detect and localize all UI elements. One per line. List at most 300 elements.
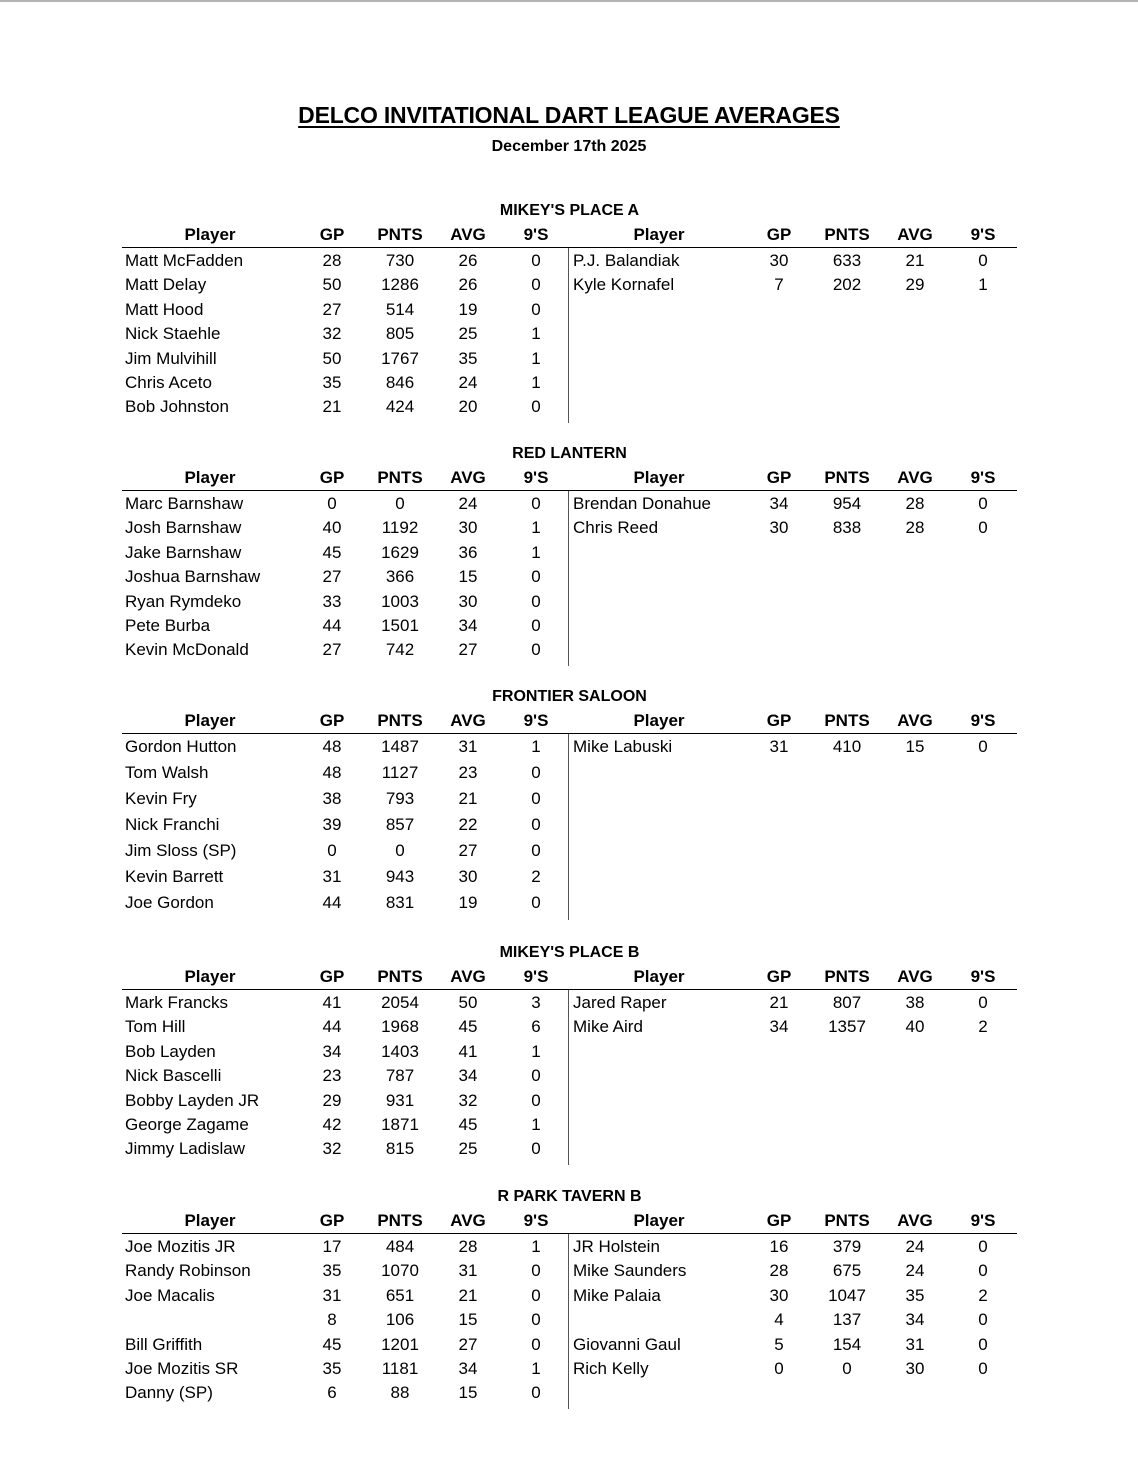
stat-pnts: 0 [842, 1359, 852, 1378]
player-name: Joe Macalis [125, 1285, 215, 1305]
player-name: Randy Robinson [125, 1261, 251, 1281]
stat-avg: 27 [458, 1334, 478, 1354]
stat-nines: 1 [531, 518, 541, 538]
player-name: Jim Mulvihill [125, 348, 217, 368]
stat-pnts: 1629 [381, 542, 419, 562]
header-nines: 9'S [523, 468, 549, 487]
player-name: Chris Aceto [125, 373, 212, 392]
page-title-text: DELCO INVITATIONAL DART LEAGUE AVERAGES [298, 102, 840, 128]
stat-avg: 28 [458, 1237, 478, 1256]
header-avg: AVG [897, 711, 933, 730]
stat-pnts: 857 [385, 815, 415, 834]
stat-pnts: 1201 [381, 1334, 419, 1354]
stat-avg: 31 [905, 1334, 925, 1354]
stat-gp: 0 [774, 1359, 784, 1378]
stat-pnts: 1871 [381, 1115, 419, 1134]
header-player: Player [633, 967, 685, 986]
stat-gp: 30 [769, 1285, 789, 1305]
header-gp: GP [766, 711, 792, 730]
stat-avg: 23 [458, 763, 478, 782]
team-name: FRONTIER SALOON [492, 688, 647, 705]
stat-avg: 45 [458, 1017, 478, 1037]
stat-gp: 44 [322, 1017, 342, 1037]
stat-avg: 26 [458, 251, 478, 270]
stat-avg: 19 [458, 299, 478, 319]
stat-gp: 8 [327, 1310, 337, 1330]
stat-avg: 30 [905, 1359, 925, 1378]
stat-gp: 35 [322, 1359, 342, 1378]
header-nines: 9'S [970, 225, 996, 244]
stat-nines: 0 [531, 616, 541, 635]
stat-pnts: 514 [385, 299, 415, 319]
header-player: Player [184, 711, 236, 730]
stat-pnts: 675 [832, 1261, 862, 1281]
header-avg: AVG [450, 225, 486, 244]
header-pnts: PNTS [824, 711, 870, 730]
header-avg: AVG [450, 967, 486, 986]
stat-avg: 34 [458, 1359, 478, 1378]
player-name: Kevin McDonald [125, 640, 249, 660]
stat-pnts: 88 [390, 1383, 410, 1403]
stat-avg: 24 [905, 1261, 925, 1281]
player-name: Bob Layden [125, 1041, 216, 1061]
stat-pnts: 202 [832, 275, 862, 295]
stat-nines: 1 [978, 275, 988, 295]
header-player: Player [184, 468, 236, 487]
stat-avg: 28 [905, 494, 925, 513]
player-name: George Zagame [125, 1115, 249, 1134]
stat-pnts: 366 [385, 567, 415, 587]
player-name: Nick Staehle [125, 324, 221, 344]
player-name: Nick Franchi [125, 815, 220, 834]
stat-avg: 31 [458, 737, 478, 756]
stat-gp: 28 [769, 1261, 789, 1281]
header-gp: GP [319, 711, 345, 730]
stat-avg: 35 [905, 1285, 925, 1305]
header-avg: AVG [897, 468, 933, 487]
header-player: Player [184, 967, 236, 986]
stat-nines: 2 [531, 867, 541, 886]
player-name: Rich Kelly [573, 1359, 649, 1378]
stat-pnts: 0 [395, 494, 405, 513]
stat-avg: 30 [458, 591, 478, 611]
player-name: P.J. Balandiak [573, 251, 680, 270]
header-pnts: PNTS [377, 225, 423, 244]
player-name: Jared Raper [573, 993, 667, 1012]
header-player: Player [633, 225, 685, 244]
header-gp: GP [319, 225, 345, 244]
stat-nines: 3 [531, 993, 541, 1012]
stat-gp: 29 [322, 1090, 342, 1110]
stat-pnts: 838 [832, 518, 862, 538]
stat-nines: 0 [978, 251, 988, 270]
player-name: Mike Aird [573, 1017, 643, 1037]
stat-nines: 1 [531, 348, 541, 368]
header-nines: 9'S [970, 468, 996, 487]
player-name: JR Holstein [573, 1237, 660, 1256]
player-name: Mike Palaia [573, 1285, 661, 1305]
stat-pnts: 1767 [381, 348, 419, 368]
stat-nines: 1 [531, 1115, 541, 1134]
player-name: Gordon Hutton [125, 737, 237, 756]
header-divider [122, 733, 1017, 734]
stat-gp: 44 [322, 616, 342, 635]
player-name: Kevin Barrett [125, 867, 224, 886]
stat-gp: 31 [769, 737, 789, 756]
player-name: Jake Barnshaw [125, 542, 242, 562]
stat-avg: 45 [458, 1115, 478, 1134]
stat-gp: 16 [769, 1237, 789, 1256]
stat-nines: 0 [531, 815, 541, 834]
stat-nines: 0 [531, 763, 541, 782]
stat-pnts: 424 [385, 397, 415, 417]
player-name: Joshua Barnshaw [125, 567, 261, 587]
stat-nines: 0 [531, 1139, 541, 1159]
header-gp: GP [766, 967, 792, 986]
stat-gp: 4 [774, 1310, 784, 1330]
stat-nines: 0 [531, 1090, 541, 1110]
stat-pnts: 1403 [381, 1041, 419, 1061]
stat-gp: 30 [769, 251, 789, 270]
stat-pnts: 137 [832, 1310, 862, 1330]
stat-pnts: 943 [385, 867, 415, 886]
stat-avg: 36 [458, 542, 478, 562]
stat-pnts: 651 [385, 1285, 415, 1305]
stat-gp: 41 [322, 993, 342, 1012]
player-name: Ryan Rymdeko [125, 591, 242, 611]
stat-pnts: 2054 [381, 993, 419, 1012]
player-name: Tom Hill [125, 1017, 186, 1037]
stat-pnts: 1501 [381, 616, 419, 635]
player-name: Tom Walsh [125, 763, 209, 782]
header-gp: GP [319, 967, 345, 986]
header-pnts: PNTS [377, 1211, 423, 1230]
header-pnts: PNTS [824, 225, 870, 244]
header-avg: AVG [897, 967, 933, 986]
stat-gp: 21 [322, 397, 342, 417]
header-nines: 9'S [970, 1211, 996, 1230]
stat-nines: 1 [531, 324, 541, 344]
stat-avg: 15 [458, 1383, 478, 1403]
stat-avg: 15 [458, 567, 478, 587]
player-name: Jimmy Ladislaw [125, 1139, 245, 1159]
stat-nines: 0 [531, 640, 541, 660]
player-name: Matt Hood [125, 299, 204, 319]
stat-avg: 35 [458, 348, 478, 368]
stat-gp: 34 [769, 1017, 789, 1037]
header-pnts: PNTS [377, 967, 423, 986]
stat-pnts: 730 [385, 251, 415, 270]
stat-nines: 1 [531, 1237, 541, 1256]
stat-gp: 34 [769, 494, 789, 513]
stat-avg: 29 [905, 275, 925, 295]
header-player: Player [184, 225, 236, 244]
header-divider [122, 247, 1017, 248]
stat-gp: 45 [322, 1334, 342, 1354]
column-divider [568, 248, 569, 423]
stat-avg: 15 [458, 1310, 478, 1330]
stat-pnts: 106 [385, 1310, 415, 1330]
stat-pnts: 1357 [828, 1017, 866, 1037]
header-nines: 9'S [970, 967, 996, 986]
player-name: Kyle Kornafel [573, 275, 675, 295]
stat-pnts: 379 [832, 1237, 862, 1256]
header-nines: 9'S [970, 711, 996, 730]
stat-pnts: 831 [385, 893, 415, 912]
stat-gp: 28 [322, 251, 342, 270]
column-divider [568, 491, 569, 666]
stat-avg: 26 [458, 275, 478, 295]
stat-pnts: 484 [385, 1237, 415, 1256]
stat-pnts: 742 [385, 640, 415, 660]
header-nines: 9'S [523, 1211, 549, 1230]
stat-gp: 33 [322, 591, 342, 611]
stat-pnts: 954 [832, 494, 862, 513]
player-name: Joe Mozitis JR [125, 1237, 236, 1256]
stat-pnts: 633 [832, 251, 862, 270]
stat-nines: 0 [531, 251, 541, 270]
stat-pnts: 1286 [381, 275, 419, 295]
player-name: Marc Barnshaw [125, 494, 244, 513]
header-gp: GP [319, 1211, 345, 1230]
stat-gp: 27 [322, 567, 342, 587]
stat-avg: 24 [905, 1237, 925, 1256]
player-name [125, 1308, 315, 1332]
stat-avg: 21 [905, 251, 925, 270]
header-pnts: PNTS [377, 468, 423, 487]
stat-nines: 0 [531, 841, 541, 860]
stat-gp: 31 [322, 867, 342, 886]
stat-pnts: 815 [385, 1139, 415, 1159]
header-nines: 9'S [523, 711, 549, 730]
header-pnts: PNTS [377, 711, 423, 730]
player-name [573, 1308, 753, 1332]
stat-nines: 0 [978, 1310, 988, 1330]
stat-nines: 0 [531, 591, 541, 611]
stat-gp: 48 [322, 737, 342, 756]
header-gp: GP [319, 468, 345, 487]
stat-nines: 0 [978, 1359, 988, 1378]
stat-gp: 27 [322, 640, 342, 660]
stat-pnts: 793 [385, 789, 415, 808]
stat-avg: 34 [905, 1310, 925, 1330]
header-divider [122, 1233, 1017, 1234]
header-avg: AVG [897, 1211, 933, 1230]
stat-gp: 27 [322, 299, 342, 319]
player-name: Joe Gordon [125, 893, 214, 912]
stat-gp: 21 [769, 993, 789, 1012]
page-title [0, 102, 1138, 129]
stat-avg: 21 [458, 789, 478, 808]
stat-avg: 24 [458, 373, 478, 392]
stat-nines: 1 [531, 1041, 541, 1061]
stat-pnts: 0 [395, 841, 405, 860]
stat-avg: 24 [458, 494, 478, 513]
stat-avg: 27 [458, 841, 478, 860]
stat-nines: 2 [978, 1017, 988, 1037]
team-name: MIKEY'S PLACE B [499, 944, 640, 961]
stat-pnts: 1047 [828, 1285, 866, 1305]
stat-pnts: 846 [385, 373, 415, 392]
player-name: Danny (SP) [125, 1383, 213, 1403]
stat-pnts: 807 [832, 993, 862, 1012]
stat-nines: 0 [978, 1334, 988, 1354]
stat-gp: 7 [774, 275, 784, 295]
header-pnts: PNTS [824, 967, 870, 986]
stat-gp: 48 [322, 763, 342, 782]
stat-nines: 0 [531, 789, 541, 808]
stat-nines: 0 [531, 397, 541, 417]
header-pnts: PNTS [824, 468, 870, 487]
stat-avg: 15 [905, 737, 925, 756]
player-name: Giovanni Gaul [573, 1334, 681, 1354]
stat-gp: 35 [322, 373, 342, 392]
stat-gp: 30 [769, 518, 789, 538]
stat-gp: 50 [322, 275, 342, 295]
stat-avg: 28 [905, 518, 925, 538]
player-name: Jim Sloss (SP) [125, 841, 237, 860]
stat-nines: 0 [531, 494, 541, 513]
header-player: Player [633, 1211, 685, 1230]
stat-gp: 0 [327, 841, 337, 860]
stat-gp: 32 [322, 1139, 342, 1159]
stat-gp: 6 [327, 1383, 337, 1403]
header-divider [122, 989, 1017, 990]
player-name: Josh Barnshaw [125, 518, 242, 538]
stat-gp: 35 [322, 1261, 342, 1281]
header-nines: 9'S [523, 967, 549, 986]
header-avg: AVG [450, 1211, 486, 1230]
stat-avg: 25 [458, 1139, 478, 1159]
stat-nines: 0 [978, 518, 988, 538]
stat-gp: 40 [322, 518, 342, 538]
header-avg: AVG [450, 468, 486, 487]
player-name: Bill Griffith [125, 1334, 203, 1354]
stat-avg: 19 [458, 893, 478, 912]
team-name: MIKEY'S PLACE A [499, 202, 640, 219]
header-nines: 9'S [523, 225, 549, 244]
stat-avg: 27 [458, 640, 478, 660]
stat-pnts: 787 [385, 1066, 415, 1086]
header-gp: GP [766, 468, 792, 487]
player-name: Pete Burba [125, 616, 211, 635]
stat-nines: 1 [531, 542, 541, 562]
stat-gp: 5 [774, 1334, 784, 1354]
player-name: Nick Bascelli [125, 1066, 222, 1086]
page-date: December 17th 2025 [491, 138, 647, 155]
stat-avg: 34 [458, 616, 478, 635]
column-divider [568, 990, 569, 1165]
stat-nines: 2 [978, 1285, 988, 1305]
player-name: Mike Labuski [573, 737, 673, 756]
stat-gp: 0 [327, 494, 337, 513]
player-name: Chris Reed [573, 518, 659, 538]
stat-nines: 0 [531, 1334, 541, 1354]
stat-avg: 34 [458, 1066, 478, 1086]
stat-avg: 50 [458, 993, 478, 1012]
stat-nines: 0 [531, 1261, 541, 1281]
stat-avg: 20 [458, 397, 478, 417]
stat-gp: 32 [322, 324, 342, 344]
stat-nines: 0 [531, 1066, 541, 1086]
stat-gp: 38 [322, 789, 342, 808]
stat-nines: 1 [531, 1359, 541, 1378]
header-player: Player [633, 711, 685, 730]
stat-gp: 39 [322, 815, 342, 834]
player-name: Matt McFadden [125, 251, 244, 270]
stat-pnts: 1003 [381, 591, 419, 611]
stat-gp: 50 [322, 348, 342, 368]
stat-gp: 44 [322, 893, 342, 912]
stat-nines: 0 [531, 1383, 541, 1403]
stat-nines: 6 [531, 1017, 541, 1037]
stat-pnts: 1127 [381, 763, 419, 782]
stat-nines: 0 [531, 893, 541, 912]
stat-avg: 30 [458, 518, 478, 538]
stat-pnts: 1968 [381, 1017, 419, 1037]
page-top-border [0, 0, 1138, 2]
stat-nines: 0 [531, 299, 541, 319]
header-player: Player [633, 468, 685, 487]
header-divider [122, 490, 1017, 491]
stat-pnts: 1181 [381, 1359, 419, 1378]
stat-nines: 0 [531, 1285, 541, 1305]
stat-pnts: 1070 [381, 1261, 419, 1281]
stat-gp: 31 [322, 1285, 342, 1305]
stat-gp: 34 [322, 1041, 342, 1061]
header-gp: GP [766, 1211, 792, 1230]
stat-avg: 25 [458, 324, 478, 344]
stat-avg: 32 [458, 1090, 478, 1110]
stat-avg: 38 [905, 993, 925, 1012]
player-name: Brendan Donahue [573, 494, 712, 513]
header-gp: GP [766, 225, 792, 244]
header-avg: AVG [897, 225, 933, 244]
stat-nines: 0 [978, 1261, 988, 1281]
stat-gp: 17 [322, 1237, 342, 1256]
player-name: Mike Saunders [573, 1261, 687, 1281]
column-divider [568, 734, 569, 920]
stat-nines: 0 [978, 737, 988, 756]
player-name: Kevin Fry [125, 789, 197, 808]
team-name: RED LANTERN [512, 445, 627, 462]
header-avg: AVG [450, 711, 486, 730]
column-divider [568, 1234, 569, 1409]
stat-nines: 0 [531, 1310, 541, 1330]
stat-avg: 40 [905, 1017, 925, 1037]
stat-avg: 41 [458, 1041, 478, 1061]
stat-nines: 0 [978, 1237, 988, 1256]
stat-nines: 0 [531, 275, 541, 295]
stat-gp: 23 [322, 1066, 342, 1086]
stat-nines: 1 [531, 373, 541, 392]
stat-pnts: 410 [832, 737, 862, 756]
stat-nines: 1 [531, 737, 541, 756]
player-name: Joe Mozitis SR [125, 1359, 239, 1378]
stat-pnts: 1487 [381, 737, 419, 756]
stat-avg: 21 [458, 1285, 478, 1305]
stat-gp: 42 [322, 1115, 342, 1134]
stat-avg: 22 [458, 815, 478, 834]
header-pnts: PNTS [824, 1211, 870, 1230]
stat-pnts: 931 [385, 1090, 415, 1110]
stat-avg: 31 [458, 1261, 478, 1281]
player-name: Mark Francks [125, 993, 228, 1012]
stat-pnts: 154 [832, 1334, 862, 1354]
team-name: R PARK TAVERN B [497, 1188, 642, 1205]
stat-nines: 0 [978, 993, 988, 1012]
stat-pnts: 1192 [381, 518, 419, 538]
